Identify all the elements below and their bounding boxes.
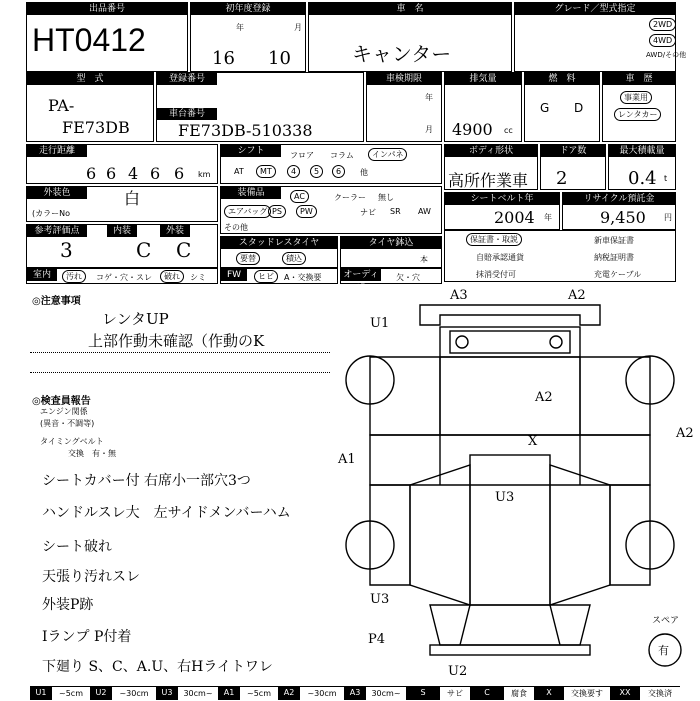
mark-a3-front: A3: [450, 288, 468, 303]
history-label: 車 歴: [603, 73, 675, 85]
ton-label: t: [664, 174, 668, 183]
mark-a1-side: A1: [338, 452, 356, 467]
tire-label: タイヤ鉢込: [341, 237, 441, 249]
month-label: 月: [294, 23, 302, 32]
report-line-5: 外装P跡: [42, 597, 94, 613]
cab-front: [440, 357, 580, 435]
bed-right: [550, 465, 610, 605]
exterior-value: C: [176, 238, 192, 262]
cond-burn: コゲ・穴・スレ: [96, 273, 152, 282]
tire-unit: 本: [420, 255, 428, 264]
equipment-label: 装備品: [221, 187, 281, 199]
score-label: 参考評価点: [27, 225, 87, 237]
caution-label: ◎注意事項: [32, 296, 81, 307]
shift-other: 他: [360, 168, 368, 177]
insp-month-label: 月: [425, 125, 433, 134]
timing-label: タイミングベルト: [40, 437, 104, 446]
shift-floor: フロア: [290, 151, 314, 160]
regnum-label: 登録番号: [157, 73, 217, 85]
legend-xx-desc: 交換済: [640, 686, 680, 700]
doc-tax: 納税証明書: [594, 253, 634, 262]
engine-sub: (異音・不調等): [40, 419, 95, 428]
shift-6: 6: [332, 165, 345, 178]
history-business: 事業用: [620, 91, 652, 104]
name-label: 車 名: [309, 3, 511, 15]
chassis-number: FE73DB-510338: [178, 121, 313, 140]
color-label: 外装色: [27, 187, 87, 199]
spare-label: スペア: [652, 616, 680, 626]
doors-value: 2: [556, 168, 568, 189]
capacity-value: 0.4: [628, 168, 657, 189]
cab-right-side: [580, 357, 650, 435]
mileage-label: 走行距離: [27, 145, 87, 157]
history-rental: レンタカー: [614, 108, 661, 121]
spare-mark: 有: [658, 644, 669, 657]
mark-u2: U2: [448, 664, 468, 679]
studless-label: スタッドレスタイヤ: [221, 237, 337, 249]
fw-label: FW: [221, 269, 247, 281]
interior-label: 内装: [107, 225, 137, 237]
fuel-d: D: [574, 101, 584, 115]
mark-u3-bed: U3: [495, 490, 515, 505]
legend-a1-desc: ~5cm: [240, 686, 278, 700]
fuel-label: 燃 料: [525, 73, 599, 85]
inspector-label: ◎検査員報告: [32, 396, 91, 407]
legend-s: S: [406, 686, 440, 700]
shift-label: シフト: [221, 145, 281, 157]
color-value: 白: [124, 189, 141, 208]
body-label: ボディ形状: [445, 145, 537, 157]
right-rail: [610, 485, 650, 585]
legend-a2: A2: [278, 686, 300, 700]
drive-4wd: 4WD: [649, 34, 676, 47]
equip-ps: PS: [268, 205, 286, 218]
doc-deregister: 抹消受付可: [476, 270, 516, 279]
timing-sub: 交換 有・無: [68, 449, 116, 458]
engine-label: エンジン関係: [40, 407, 88, 416]
studless-load: 積込: [282, 252, 306, 265]
interior-cond-label: 室内: [27, 269, 57, 281]
shift-mt: MT: [256, 165, 276, 178]
displacement-value: 4900: [452, 120, 493, 139]
mileage-d5: 6: [174, 164, 185, 183]
mileage-d1: 6: [86, 164, 97, 183]
legend-a3-desc: 30cm~: [366, 686, 406, 700]
reg-year: 16: [212, 48, 235, 69]
equip-none: 無し: [378, 193, 394, 202]
recycle-value: 9,450: [600, 208, 646, 227]
equip-airbag: エアバッグ: [224, 205, 271, 218]
mark-u1: U1: [370, 316, 390, 331]
legend-x-desc: 交換要す: [564, 686, 610, 700]
equip-ac: AC: [290, 190, 309, 203]
cond-dirt: 汚れ: [62, 270, 86, 283]
legend-u3-desc: 30cm~: [178, 686, 218, 700]
seatbelt-year: 年: [544, 213, 552, 222]
legend-c-desc: 腐食: [504, 686, 534, 700]
model-label: 型 式: [27, 73, 153, 85]
mark-a2-front: A2: [568, 288, 586, 303]
cond-stain: シミ: [190, 273, 206, 282]
report-line-3: シート破れ: [42, 539, 112, 555]
interior-value: C: [136, 238, 152, 262]
cab-left-side: [370, 357, 440, 435]
model-line2: FE73DB: [62, 118, 130, 137]
legend-c: C: [470, 686, 504, 700]
shift-inpane: インパネ: [368, 148, 407, 161]
chassis-label: 車台番号: [157, 108, 217, 120]
bed-floor: [470, 455, 550, 605]
legend-u1-desc: ~5cm: [52, 686, 90, 700]
mirror-left: [456, 336, 468, 348]
doc-new-warranty: 新車保証書: [594, 236, 634, 245]
shift-4: 4: [287, 165, 300, 178]
legend-u2-desc: ~30cm: [112, 686, 156, 700]
recycle-label: リサイクル預託金: [563, 193, 675, 205]
legend-x: X: [534, 686, 564, 700]
capacity-label: 最大積載量: [609, 145, 675, 157]
legend-a1: A1: [218, 686, 240, 700]
caution-rule-2: [30, 372, 330, 373]
displacement-label: 排気量: [445, 73, 521, 85]
report-line-1: シートカバー付 右席小一部穴3つ: [42, 473, 251, 489]
legend-s-desc: サビ: [440, 686, 470, 700]
equip-navi: ナビ: [360, 208, 376, 217]
yen-label: 円: [664, 213, 672, 222]
legend-xx: XX: [610, 686, 640, 700]
km-label: km: [198, 170, 211, 179]
legend-u3: U3: [156, 686, 178, 700]
bed-left: [410, 465, 470, 605]
tailgate: [430, 605, 590, 645]
equip-pw: PW: [296, 205, 317, 218]
grade-label: グレード／型式指定: [515, 3, 675, 15]
score-value: 3: [60, 238, 73, 262]
mirror-right: [550, 336, 562, 348]
audio-label: オーディオ: [341, 269, 381, 281]
studless-replace: 要替: [236, 252, 260, 265]
mileage-d3: 4: [128, 164, 139, 183]
equip-aw: AW: [418, 207, 431, 216]
shift-column: コラム: [330, 151, 354, 160]
equip-cooler: クーラー: [334, 193, 366, 202]
lot-label: 出品番号: [27, 3, 187, 15]
car-name: キャンター: [352, 42, 452, 66]
insp-year-label: 年: [425, 93, 433, 102]
reg-month: 10: [268, 48, 291, 69]
doc-charge-cable: 充電ケーブル: [594, 270, 642, 279]
reg-label: 初年度登録: [191, 3, 305, 15]
rear-bumper: [430, 645, 590, 655]
model-line1: PA-: [48, 96, 75, 115]
year-label: 年: [236, 23, 244, 32]
audio-missing: 欠・穴: [396, 273, 420, 282]
legend-a2-desc: ~30cm: [300, 686, 344, 700]
shift-5: 5: [310, 165, 323, 178]
inspection-label: 車検期限: [367, 73, 441, 85]
legend-u1: U1: [30, 686, 52, 700]
mileage-d4: 6: [150, 164, 161, 183]
doc-warranty-manual: 保証書・取説: [466, 233, 522, 246]
equip-other-label: その他: [224, 223, 248, 232]
shift-at: AT: [234, 167, 244, 176]
mark-u3-rear: U3: [370, 592, 390, 607]
drive-2wd: 2WD: [649, 18, 676, 31]
mark-p4: P4: [368, 632, 386, 647]
lot-number: HT0412: [32, 22, 146, 58]
equip-sr: SR: [390, 207, 401, 216]
drive-other: AWD/その他: [646, 51, 687, 59]
front-bumper: [420, 305, 600, 325]
mark-x: X: [528, 434, 538, 449]
report-line-2: ハンドルスレ大 左サイドメンバーハム: [42, 505, 291, 521]
caution-line-1: レンタUP: [102, 310, 169, 328]
report-line-6: Iランプ P付着: [42, 629, 132, 645]
mileage-d2: 6: [106, 164, 117, 183]
seatbelt-value: 2004: [494, 208, 535, 227]
caution-rule-1: [30, 352, 330, 353]
cond-tear: 破れ: [160, 270, 184, 283]
mark-a2-cab: A2: [535, 390, 553, 405]
fuel-g: G: [540, 101, 550, 115]
caution-line-2: 上部作動未確認（作動のK: [88, 332, 265, 350]
report-line-4: 天張り汚れスレ: [42, 569, 140, 585]
cab-rear: [370, 435, 650, 485]
body-value: 高所作業車: [448, 171, 529, 190]
seatbelt-label: シートベルト年: [445, 193, 559, 205]
doc-insurance: 自賠承認通貨: [476, 253, 524, 262]
mark-a2-right: A2: [676, 426, 694, 441]
exterior-label: 外装: [160, 225, 190, 237]
fw-replace: A・交換要: [284, 273, 322, 282]
color-code-label: (カラーNo: [32, 209, 70, 218]
cc-label: cc: [504, 126, 513, 135]
fw-crack: ヒビ: [254, 270, 278, 283]
report-line-7: 下廻り S、C、A.U、右Hライトワレ: [42, 659, 273, 675]
left-rail: [370, 485, 410, 585]
truck-diagram: [330, 285, 700, 685]
legend-u2: U2: [90, 686, 112, 700]
doors-label: ドア数: [541, 145, 605, 157]
legend-a3: A3: [344, 686, 366, 700]
